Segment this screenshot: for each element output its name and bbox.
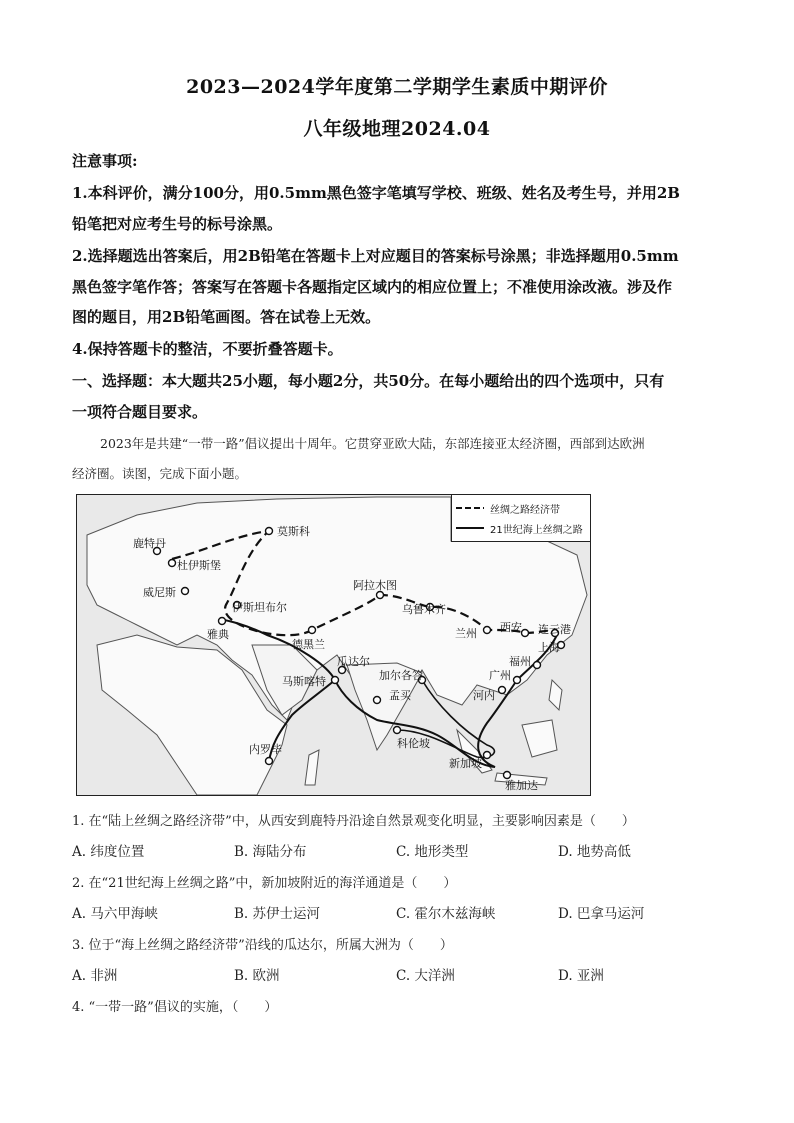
moscow-dot — [266, 528, 273, 535]
question-2-option-d[interactable]: D. 巴拿马运河 — [558, 906, 645, 922]
fuzhou-dot — [534, 662, 541, 669]
tehran-dot — [309, 627, 316, 634]
colombo-dot — [394, 727, 401, 734]
question-1-option-a[interactable]: A. 纬度位置 — [72, 844, 145, 860]
duisburg-dot — [169, 560, 176, 567]
label-tehran: 德黑兰 — [292, 638, 325, 651]
label-gwadar: 瓜达尔 — [337, 655, 370, 668]
map-legend — [451, 495, 590, 542]
label-kolkata: 加尔各答 — [379, 669, 423, 682]
label-colombo: 科伦坡 — [397, 737, 430, 750]
label-moscow: 莫斯科 — [277, 525, 310, 538]
label-guangzhou: 广州 — [489, 669, 511, 682]
label-hanoi: 河内 — [473, 689, 495, 702]
label-lianyungang: 连云港 — [538, 623, 571, 636]
section-heading: 一项符合题目要求。 — [72, 403, 208, 421]
xian-dot — [522, 630, 529, 637]
question-2-stem: 2. 在“21世纪海上丝绸之路”中，新加坡附近的海洋通道是（ ） — [72, 876, 457, 891]
question-2-option-c[interactable]: C. 霍尔木兹海峡 — [396, 906, 496, 922]
notice-heading: 注意事项: — [72, 152, 138, 170]
label-almaty: 阿拉木图 — [353, 579, 397, 592]
question-1-option-c[interactable]: C. 地形类型 — [396, 844, 469, 860]
muscat-dot — [332, 677, 339, 684]
label-venice: 威尼斯 — [143, 586, 176, 599]
label-singapore: 新加坡 — [449, 757, 482, 770]
question-3-stem: 3. 位于“海上丝绸之路经济带”沿线的瓜达尔，所属大洲为（ ） — [72, 938, 453, 953]
exam-subtitle: 八年级地理2024.04 — [303, 118, 491, 140]
question-1-option-b[interactable]: B. 海陆分布 — [234, 844, 307, 860]
question-4-stem: 4. “一带一路”倡议的实施，（ ） — [72, 1000, 278, 1015]
guangzhou-dot — [514, 677, 521, 684]
question-2-option-a[interactable]: A. 马六甲海峡 — [72, 906, 158, 922]
label-jakarta: 雅加达 — [505, 779, 538, 792]
notice-line: 铅笔把对应考生号的标号涂黑。 — [72, 215, 283, 233]
singapore-dot — [484, 752, 491, 759]
lanzhou-dot — [484, 627, 491, 634]
legend-land-route: 丝绸之路经济带 — [490, 505, 560, 516]
exam-title: 2023—2024学年度第二学期学生素质中期评价 — [186, 76, 608, 98]
hanoi-dot — [499, 687, 506, 694]
label-fuzhou: 福州 — [509, 655, 531, 668]
section-heading: 一、选择题：本大题共25小题，每小题2分，共50分。在每小题给出的四个选项中，只有 — [72, 372, 665, 390]
label-xian: 西安 — [500, 621, 522, 634]
question-3-option-d[interactable]: D. 亚洲 — [558, 968, 604, 984]
question-2-option-b[interactable]: B. 苏伊士运河 — [234, 906, 321, 922]
legend-swatches — [456, 495, 486, 541]
intro-text: 2023年是共建“一带一路”倡议提出十周年。它贯穿亚欧大陆，东部连接亚太经济圈，西部到达欧洲 — [100, 436, 645, 451]
legend-sea-route: 21世纪海上丝绸之路 — [490, 525, 583, 536]
label-istanbul: 伊斯坦布尔 — [232, 601, 287, 614]
question-3-option-b[interactable]: B. 欧洲 — [234, 968, 280, 984]
nairobi-dot — [266, 758, 273, 765]
label-rotterdam: 鹿特丹 — [133, 537, 166, 550]
label-athens: 雅典 — [207, 628, 229, 641]
question-3-option-a[interactable]: A. 非洲 — [72, 968, 118, 984]
question-1-stem: 1. 在“陆上丝绸之路经济带”中，从西安到鹿特丹沿途自然景观变化明显，主要影响因素是（ ） — [72, 814, 635, 829]
belt-and-road-map — [76, 494, 591, 796]
label-nairobi: 内罗毕 — [249, 743, 282, 756]
label-mumbai: 孟买 — [389, 689, 411, 702]
label-urumqi: 乌鲁木齐 — [402, 603, 446, 616]
notice-line: 黑色签字笔作答；答案写在答题卡各题指定区域内的相应位置上；不准使用涂改液。涉及作 — [72, 278, 673, 296]
question-1-option-d[interactable]: D. 地势高低 — [558, 844, 631, 860]
notice-line: 1.本科评价，满分100分，用0.5mm黑色签字笔填写学校、班级、姓名及考生号，并用2B — [72, 184, 680, 202]
venice-dot — [182, 588, 189, 595]
mumbai-dot — [374, 697, 381, 704]
notice-line: 4.保持答题卡的整洁，不要折叠答题卡。 — [72, 340, 343, 358]
athens-dot — [219, 618, 226, 625]
label-lanzhou: 兰州 — [455, 627, 477, 640]
question-3-option-c[interactable]: C. 大洋洲 — [396, 968, 455, 984]
intro-text: 经济圈。读图，完成下面小题。 — [72, 466, 248, 481]
notice-line: 图的题目，用2B铅笔画图。答在试卷上无效。 — [72, 308, 381, 326]
label-duisburg: 杜伊斯堡 — [177, 559, 221, 572]
notice-line: 2.选择题选出答案后，用2B铅笔在答题卡上对应题目的答案标号涂黑；非选择题用0.5mm — [72, 247, 679, 265]
label-shanghai: 上海 — [538, 641, 560, 654]
label-muscat: 马斯喀特 — [282, 675, 326, 688]
